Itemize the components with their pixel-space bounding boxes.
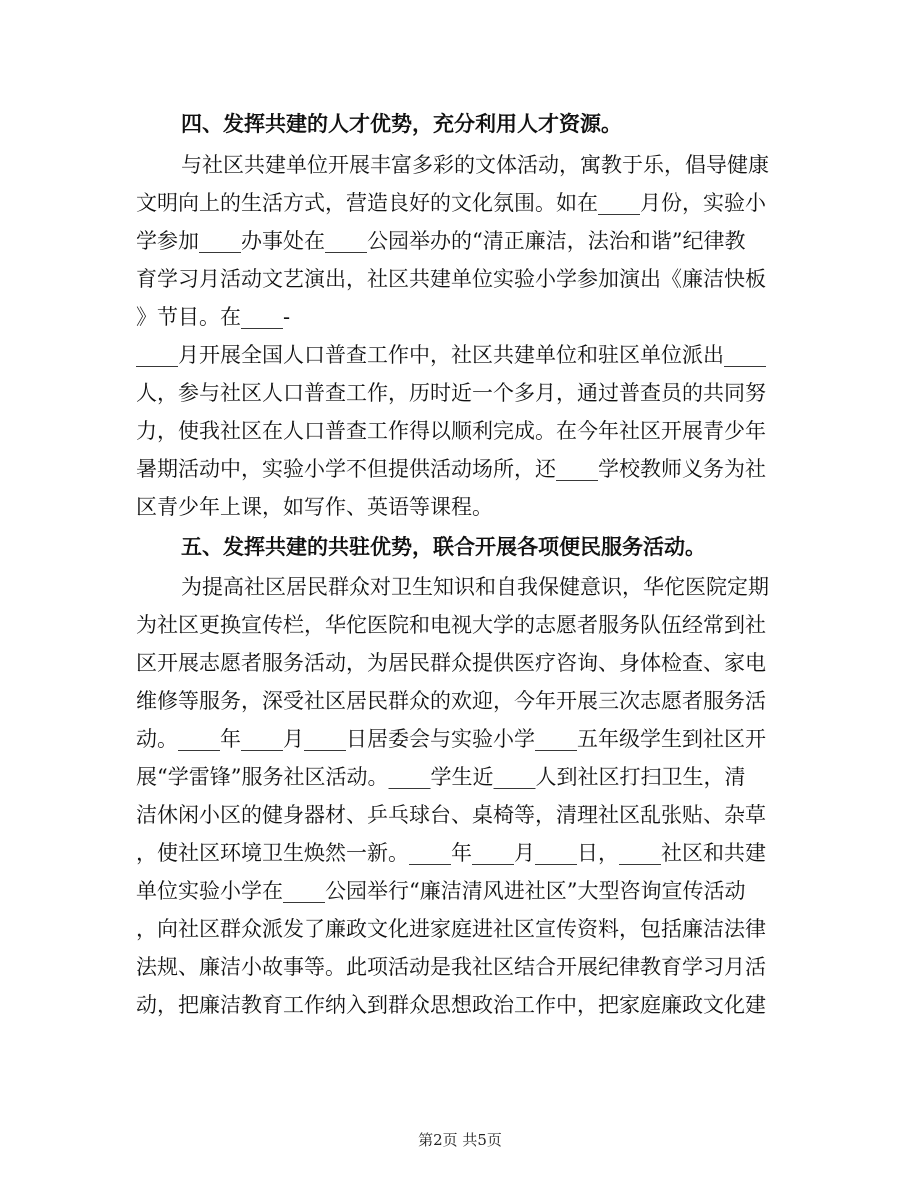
paragraph-line: 单位实验小学在____公园举行“廉洁清风进社区”大型咨询宣传活动 xyxy=(136,879,746,903)
paragraph-line: 学参加____办事处在____公园举办的“清正廉洁，法治和谐”纪律教 xyxy=(136,229,746,253)
paragraph-line: 为社区更换宣传栏，华佗医院和电视大学的志愿者服务队伍经常到社 xyxy=(136,613,766,637)
paragraph-line: ，使社区环境卫生焕然一新。____年____月____日，____社区和共建 xyxy=(136,841,766,865)
section-5-heading: 五、发挥共建的共驻优势，联合开展各项便民服务活动。 xyxy=(181,535,706,559)
paragraph-line: 》节目。在____- xyxy=(136,305,291,329)
paragraph-line: ____月开展全国人口普查工作中，社区共建单位和驻区单位派出____ xyxy=(136,343,766,367)
paragraph-line: 维修等服务，深受社区居民群众的欢迎，今年开展三次志愿者服务活 xyxy=(136,689,766,713)
paragraph-line: 洁休闲小区的健身器材、乒乓球台、桌椅等，清理社区乱张贴、杂草 xyxy=(136,803,766,827)
page-number: 第2页 共5页 xyxy=(418,1131,502,1149)
paragraph-line: 动，把廉洁教育工作纳入到群众思想政治工作中，把家庭廉政文化建 xyxy=(136,993,766,1017)
paragraph-line: 暑期活动中，实验小学不但提供活动场所，还____学校教师义务为社 xyxy=(136,457,766,481)
paragraph-line: 动。____年____月____日居委会与实验小学____五年级学生到社区开 xyxy=(136,727,766,751)
section-4-heading: 四、发挥共建的人才优势，充分利用人才资源。 xyxy=(181,112,622,136)
paragraph-line: 力，使我社区在人口普查工作得以顺利完成。在今年社区开展青少年 xyxy=(136,419,766,443)
paragraph-line: 育学习月活动文艺演出，社区共建单位实验小学参加演出《廉洁快板 xyxy=(136,267,766,291)
paragraph-line: 为提高社区居民群众对卫生知识和自我保健意识，华佗医院定期 xyxy=(181,575,769,599)
paragraph-line: 展“学雷锋”服务社区活动。____学生近____人到社区打扫卫生，清 xyxy=(136,765,746,789)
paragraph-line: 法规、廉洁小故事等。此项活动是我社区结合开展纪律教育学习月活 xyxy=(136,955,766,979)
paragraph-line: 区开展志愿者服务活动，为居民群众提供医疗咨询、身体检查、家电 xyxy=(136,651,766,675)
paragraph-line: 区青少年上课，如写作、英语等课程。 xyxy=(136,495,493,519)
paragraph-line: 文明向上的生活方式，营造良好的文化氛围。如在____月份，实验小 xyxy=(136,191,766,215)
paragraph-line: 与社区共建单位开展丰富多彩的文体活动，寓教于乐，倡导健康 xyxy=(181,153,769,177)
paragraph-line: ，向社区群众派发了廉政文化进家庭进社区宣传资料，包括廉洁法律 xyxy=(136,917,766,941)
paragraph-line: 人，参与社区人口普查工作，历时近一个多月，通过普查员的共同努 xyxy=(136,381,766,405)
